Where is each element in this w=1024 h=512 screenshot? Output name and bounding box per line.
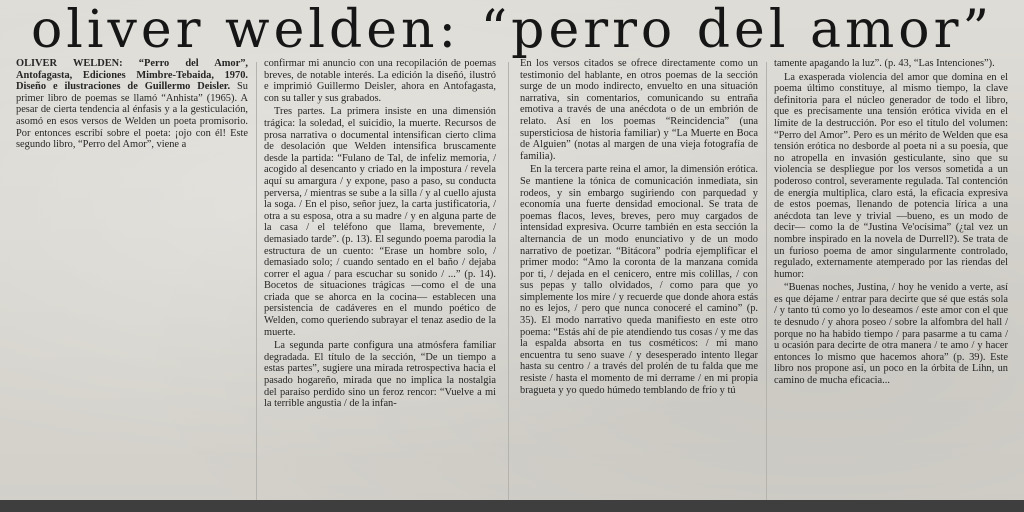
column-2-paragraph-2: Tres partes. La primera insiste en una dimensión trágica: la soledad, el suicidio, la muerte. Recursos de prosa narrativa o documental intensifican cierto clima de desolación que Welden intensifica bruscamente desde la partida: “Fulano de Tal, de infeliz memoria, / acogido al desencanto y criado en la impostura / revela aquí su amargura / y expone, paso a paso, su conducta perversa, / mientras se sube a la silla / y al cuello ajusta la soga. / En el piso, señor juez, la carta justificatoria, / otra a su esposa, otra a su madre / y en alguna parte de la casa / el teléfono que llama, brevemente, / demasiado tarde”. (p. 13). El segundo poema parodia la estructura de un cuento: “Erase un hombre solo, / demasiado solo; / cuando sentado en el baño / dejaba correr el agua / para escuchar su sonido / ...” (p. 14). Bocetos de situaciones trágicas —como el de una criada que se ahorca en la cocina— establecen una persistencia de cadáveres en el mundo poético de Welden, como queriendo subrayar el tenaz asedio de la muerte. — [264, 106, 496, 338]
scan-bottom-edge — [0, 500, 1024, 512]
text-column-1 — [16, 58, 248, 504]
column-divider — [256, 62, 257, 502]
column-divider — [508, 62, 509, 502]
text-column-2 — [264, 58, 496, 504]
column-divider — [766, 62, 767, 502]
article-headline: oliver welden: “perro del amor” — [30, 0, 994, 60]
column-2-paragraph-3: La segunda parte configura una atmósfera familiar degradada. El título de la sección, “De un tiempo a estas partes”, sugiere una mirada retrospectiva hacia el pasado hogareño, mirada que no implica la nostalgia del paraíso perdido sino un feroz rencor: “Vuelve a mi la terrible angustia / de la infan- — [264, 340, 496, 410]
column-1-paragraph — [16, 58, 248, 151]
book-credits: OLIVER WELDEN: “Perro del Amor”, Antofagasta, Ediciones Mimbre-Tebaida, 1970. Diseño e ilustraciones de Guillermo Deisler. — [16, 58, 248, 93]
column-2-paragraph-1: confirmar mi anuncio con una recopilación de poemas breves, de notable interés. La edición la diseñó, ilustró e imprimió Guillermo Deisler, ahora en Antofagasta, con su taller y sus grabados. — [264, 58, 496, 104]
column-3-paragraph-1: En los versos citados se ofrece directamente como un testimonio del hablante, en otros poemas de la sección surge de un modo indirecto, envuelto en una situación narrativa, sin comentarios, comunicando su entraña emotiva a través de una anécdota o de un embrión de relato. Así en los poemas “Reincidencia” (una supersticiosa de historia familiar) y “La Muerte en Boca de Alguien” (notas al margen de una vieja fotografía de familia). — [520, 58, 758, 162]
column-4-paragraph-3: “Buenas noches, Justina, / hoy he venido a verte, así es que déjame / entrar para decirte que sé que estás sola / y tanto tú como yo lo deseamos / este amor con el que te desnudo / y ahora poseo / sobre la alfombra del hall / porque no ha habido tiempo / para pasarme a tu cama / u ocasión para decirte de otra manera / te amo / y hacer entonces lo mismo que hacemos ahora” (p. 39). Este libro nos propone así, un poco en la órbita de Lihn, un camino de mucha eficacia... — [774, 282, 1008, 387]
column-1-text: Su primer libro de poemas se llamó “Anhista” (1965). A pesar de cierta tendencia al énfasis y a la gesticulación, asomó en esos versos de Welden un poeta promisorio. Por entonces escribí sobre el poeta: ¡ojo con él! Este segundo libro, “Perro del Amor”, viene a — [16, 81, 248, 151]
column-4-paragraph-2: La exasperada violencia del amor que domina en el poema último constituye, al mismo tiempo, la clave definitoria para el núcleo generador de todo el libro, que es precisamente una tensión erótica vivida en el límite de la destrucción. Por eso el título del volumen: “Perro del Amor”. Pero es un mérito de Welden que esa tensión erótica no desborde al poeta ni a su poesía, que no atropella en invasión gesticulante, sino que su violencia se despliegue por los versos sometida a un poderoso control, severamente regulada. Tal contención de energía multiplica, claro está, la eficacia expresiva de estos poemas, llenando de potencia lírica a una anécdota tan leve y trivial —bueno, es un modo de decir— como la de “Justina Ve'ocísima” (¿tal vez un nombre inspirado en la novela de Durrell?). Se trata de un furioso poema de amor singularmente controlado, regulado, externamente atemperado por las riendas del humor: — [774, 71, 1008, 280]
column-4-paragraph-1: tamente apagando la luz”. (p. 43, “Las Intenciones”). — [774, 58, 995, 69]
column-3-paragraph-2: En la tercera parte reina el amor, la dimensión erótica. Se mantiene la tónica de comunicación inmediata, sin rodeos, y sin embargo sugiriendo con parquedad y economía una fuerte densidad emocional. Se trata de poemas flacos, leves, breves, pero muy cargados de intensidad expresiva. Ocurre también en esta sección la alternancia de un modo enunciativo y de un modo narrativo de poetizar. “Bitácora” podría ejemplificar el primer modo: “Amo la coronta de la manzana comida por ti, / dejada en el cenicero, entre mis colillas, / con sus pepas y tallo olvidados, / como para que yo simplemente los mire / y recuerde que donde ahora estás no es lejos, / pero que nunca conoceré el camino” (p. 35). El modo narrativo queda manifiesto en este otro poema: “Estás ahí de pie atendiendo tus cosas / y me das la espalda absorta en tus cosméticos: / mi mano encuentra tu seno suave / y desesperado intento llegar hasta su centro / a través del prolén de tu falda que me resiste / hasta el momento de mi derrame / en mi propia bragueta y yo quedo húmedo temblando de frío y tú — [520, 164, 758, 396]
text-column-3 — [520, 58, 758, 504]
text-column-4 — [774, 58, 1008, 504]
